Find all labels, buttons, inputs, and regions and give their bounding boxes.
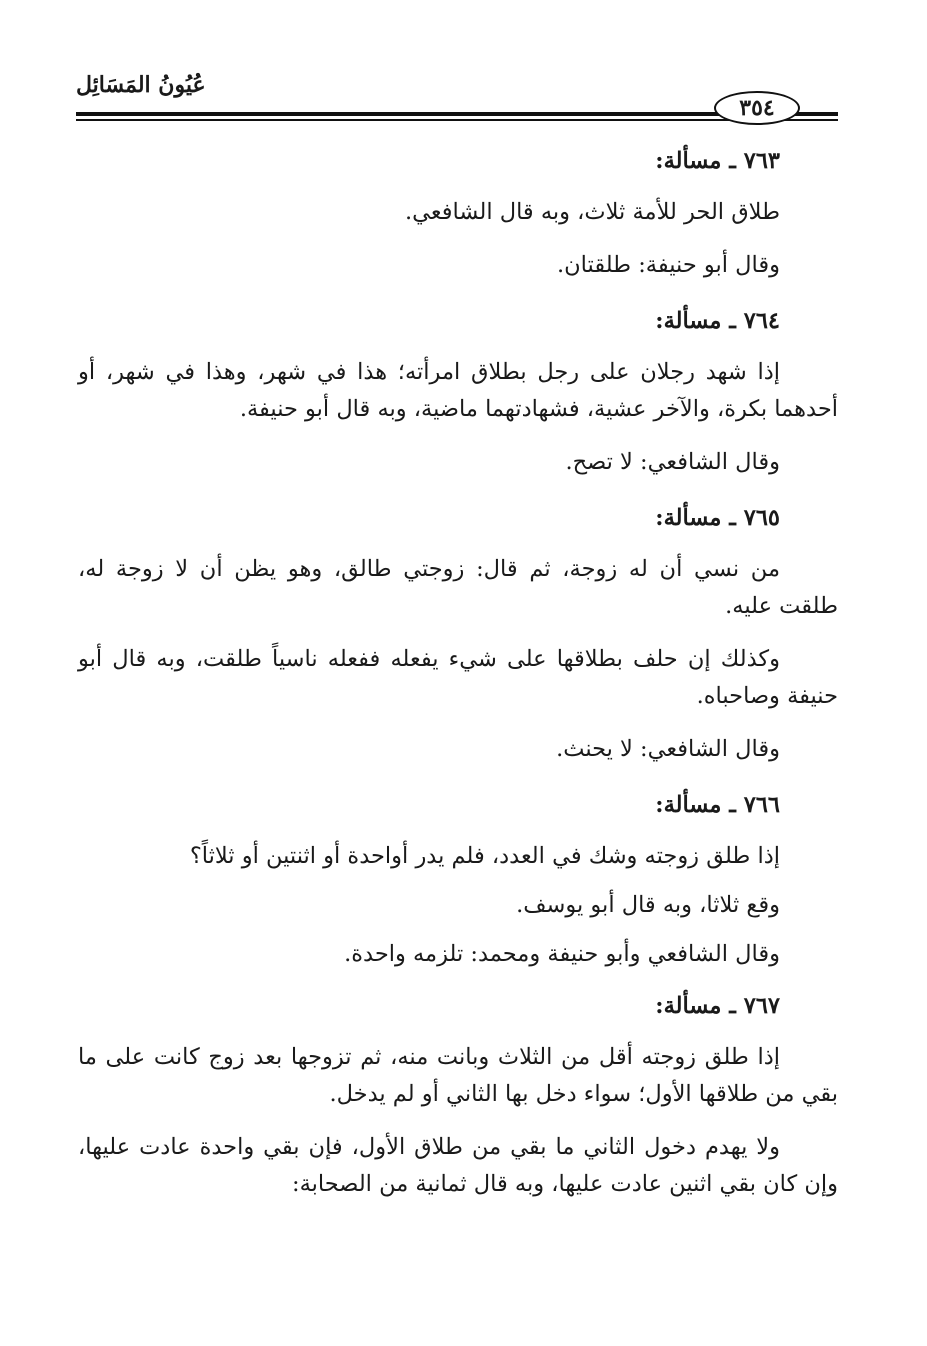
issue-heading: ٧٦٦ ـ مسألة: xyxy=(655,792,780,818)
paragraph: إذا طلق زوجته وشك في العدد، فلم يدر أواحدة أو اثنتين أو ثلاثاً؟ xyxy=(189,843,780,869)
paragraph: وقع ثلاثا، وبه قال أبو يوسف. xyxy=(516,892,780,918)
page-header xyxy=(76,68,838,128)
paragraph: إذا طلق زوجته أقل من الثلاث وبانت منه، ثم تزوجها بعد زوج كانت على ما بقي من طلاقها الأول؛ سواء دخل بها الثاني أو لم يدخل. xyxy=(78,1044,838,1107)
paragraph: وقال الشافعي: لا تصح. xyxy=(565,449,780,475)
paragraph: طلاق الحر للأمة ثلاث، وبه قال الشافعي. xyxy=(405,199,780,225)
paragraph: وقال الشافعي: لا يحنث. xyxy=(556,736,780,762)
issue-heading: ٧٦٧ ـ مسألة: xyxy=(655,993,780,1019)
paragraph: ولا يهدم دخول الثاني ما بقي من طلاق الأول، فإن بقي واحدة عادت عليها، وإن كان بقي اثنين عادت عليها، وبه قال ثمانية من الصحابة: xyxy=(78,1134,838,1197)
paragraph: وقال أبو حنيفة: طلقتان. xyxy=(557,252,780,278)
paragraph: وقال الشافعي وأبو حنيفة ومحمد: تلزمه واحدة. xyxy=(344,941,780,967)
book-title: عُيُونُ المَسَائِل xyxy=(76,72,206,98)
paragraph: إذا شهد رجلان على رجل بطلاق امرأته؛ هذا في شهر، وهذا في شهر، أو أحدهما بكرة، والآخر عشية، فشهادتهما ماضية، وبه قال أبو حنيفة. xyxy=(78,359,838,422)
issue-heading: ٧٦٤ ـ مسألة: xyxy=(655,308,780,334)
page-body xyxy=(78,140,838,1219)
header-rule-thin xyxy=(76,119,838,121)
issue-heading: ٧٦٥ ـ مسألة: xyxy=(655,505,780,531)
paragraph: من نسي أن له زوجة، ثم قال: زوجتي طالق، وهو يظن أن لا زوجة له، طلقت عليه. xyxy=(78,556,838,619)
page-number: ٣٥٤ xyxy=(714,91,800,125)
issue-heading: ٧٦٣ ـ مسألة: xyxy=(655,148,780,174)
paragraph: وكذلك إن حلف بطلاقها على شيء يفعله ففعله ناسياً طلقت، وبه قال أبو حنيفة وصاحباه. xyxy=(78,646,838,709)
